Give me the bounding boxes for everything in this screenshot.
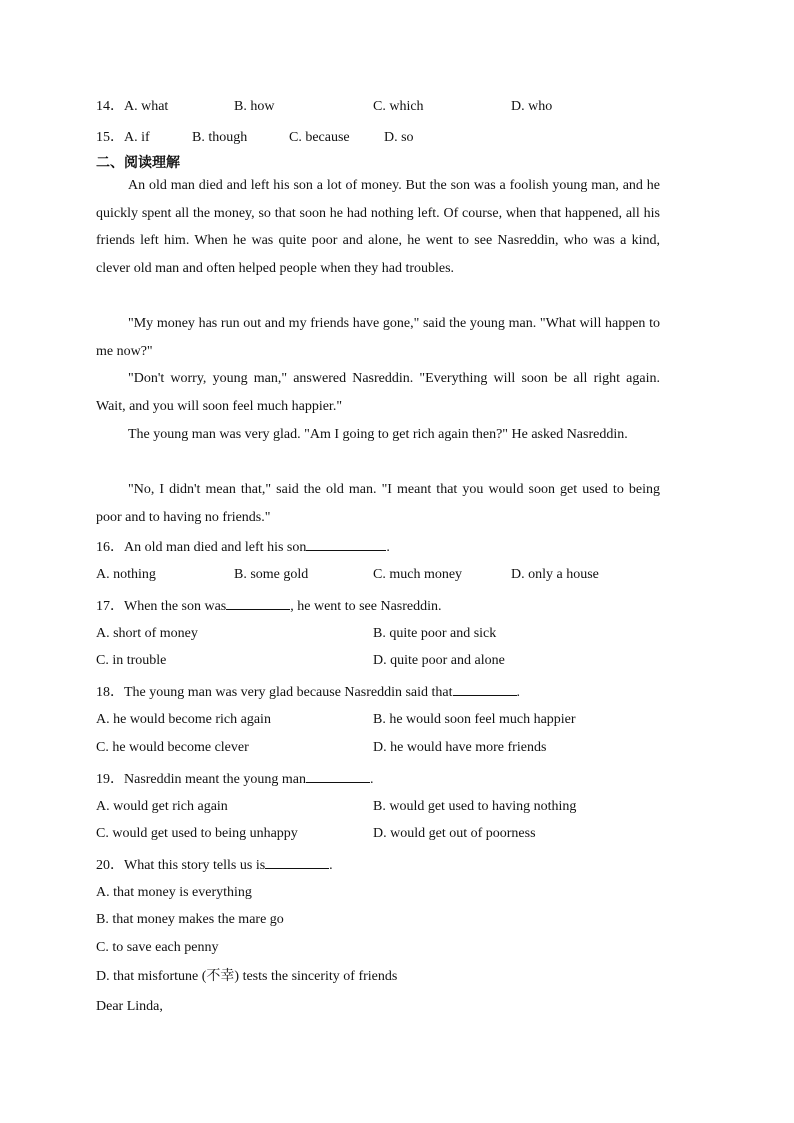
q19-option-a: A. would get rich again (96, 799, 228, 814)
q20-option-a: A. that money is everything (96, 885, 252, 900)
q16-answer-blank[interactable] (306, 536, 386, 551)
q15-option-c: C. because (289, 130, 350, 145)
q17-option-a: A. short of money (96, 626, 198, 641)
q18-option-a: A. he would become rich again (96, 712, 271, 727)
letter-salutation: Dear Linda, (96, 999, 163, 1014)
q19-option-b: B. would get used to having nothing (373, 799, 577, 814)
q14-stem: 14． (96, 99, 124, 114)
q14-row (96, 98, 168, 116)
q16-stem: 16．An old man died and left his son (96, 540, 307, 555)
q15-row (96, 129, 150, 147)
q16-option-c: C. much money (373, 567, 463, 582)
q19-stem-end: . (369, 772, 374, 787)
q15-option-b: B. though (192, 130, 248, 145)
q17-stem-end: , he went to see Nasreddin. (290, 599, 442, 614)
q19-option-d: D. would get out of poorness (373, 826, 536, 841)
q18-answer-blank[interactable] (453, 681, 517, 696)
q16-option-a: A. nothing (96, 567, 156, 582)
q18-option-d: D. he would have more friends (373, 740, 547, 755)
q15-option-d: D. so (384, 130, 414, 145)
q18-stem-row (96, 681, 520, 702)
q17-stem-row (96, 595, 442, 616)
q19-answer-blank[interactable] (306, 768, 370, 783)
passage-paragraph-3: "Don't worry, young man," answered Nasreddin. "Everything will soon be all right again. Wait, and you will soon feel much happier." (96, 371, 660, 414)
passage-paragraph-2: "My money has run out and my friends have gone," said the young man. "What will happen to me now?" (96, 316, 660, 359)
q20-answer-blank[interactable] (265, 854, 329, 869)
q20-option-d: D. that misfortune (不幸) tests the sincerity of friends (96, 969, 398, 984)
q20-stem-row (96, 854, 333, 875)
passage-paragraph-1: An old man died and left his son a lot of money. But the son was a foolish young man, and he quickly spent all the money, so that soon he had nothing left. Of course, when that happened, all his friends left him. When he was quite poor and alone, he went to see Nasreddin, who was a kind, clever old man and often helped people when they had troubles. (96, 178, 660, 276)
q20-stem-end: . (329, 858, 333, 873)
q16-option-b: B. some gold (234, 567, 309, 582)
q15-stem: 15． (96, 130, 124, 145)
q20-stem: 20．What this story tells us is (96, 858, 266, 873)
q17-answer-blank[interactable] (226, 595, 290, 610)
q17-stem: 17．When the son was (96, 599, 227, 614)
q18-stem: 18．The young man was very glad because Nasreddin said that (96, 685, 453, 700)
q16-option-d: D. only a house (511, 567, 599, 582)
q16-stem-end: . (386, 540, 390, 555)
q19-stem: 19．Nasreddin meant the young man (96, 772, 306, 787)
q18-option-c: C. he would become clever (96, 740, 249, 755)
passage-paragraph-4: The young man was very glad. "Am I going to get rich again then?" He asked Nasreddin. (128, 427, 628, 442)
q18-stem-end: . (516, 685, 521, 700)
q14-option-a: A. what (124, 99, 169, 114)
q19-option-c: C. would get used to being unhappy (96, 826, 298, 841)
q18-option-b: B. he would soon feel much happier (373, 712, 576, 727)
q19-stem-row (96, 768, 373, 789)
q20-option-b: B. that money makes the mare go (96, 912, 284, 927)
q17-option-c: C. in trouble (96, 653, 167, 668)
q17-option-d: D. quite poor and alone (373, 653, 505, 668)
passage-paragraph-5: "No, I didn't mean that," said the old man. "I meant that you would soon get used to being poor and to having no friends." (96, 482, 660, 525)
q16-stem-row (96, 536, 390, 557)
q14-option-b: B. how (234, 99, 275, 114)
section-title: 二、阅读理解 (96, 155, 180, 171)
q20-option-c: C. to save each penny (96, 940, 219, 955)
q15-option-a: A. if (124, 130, 150, 145)
q14-option-c: C. which (373, 99, 424, 114)
q14-option-d: D. who (511, 99, 553, 114)
q17-option-b: B. quite poor and sick (373, 626, 497, 641)
